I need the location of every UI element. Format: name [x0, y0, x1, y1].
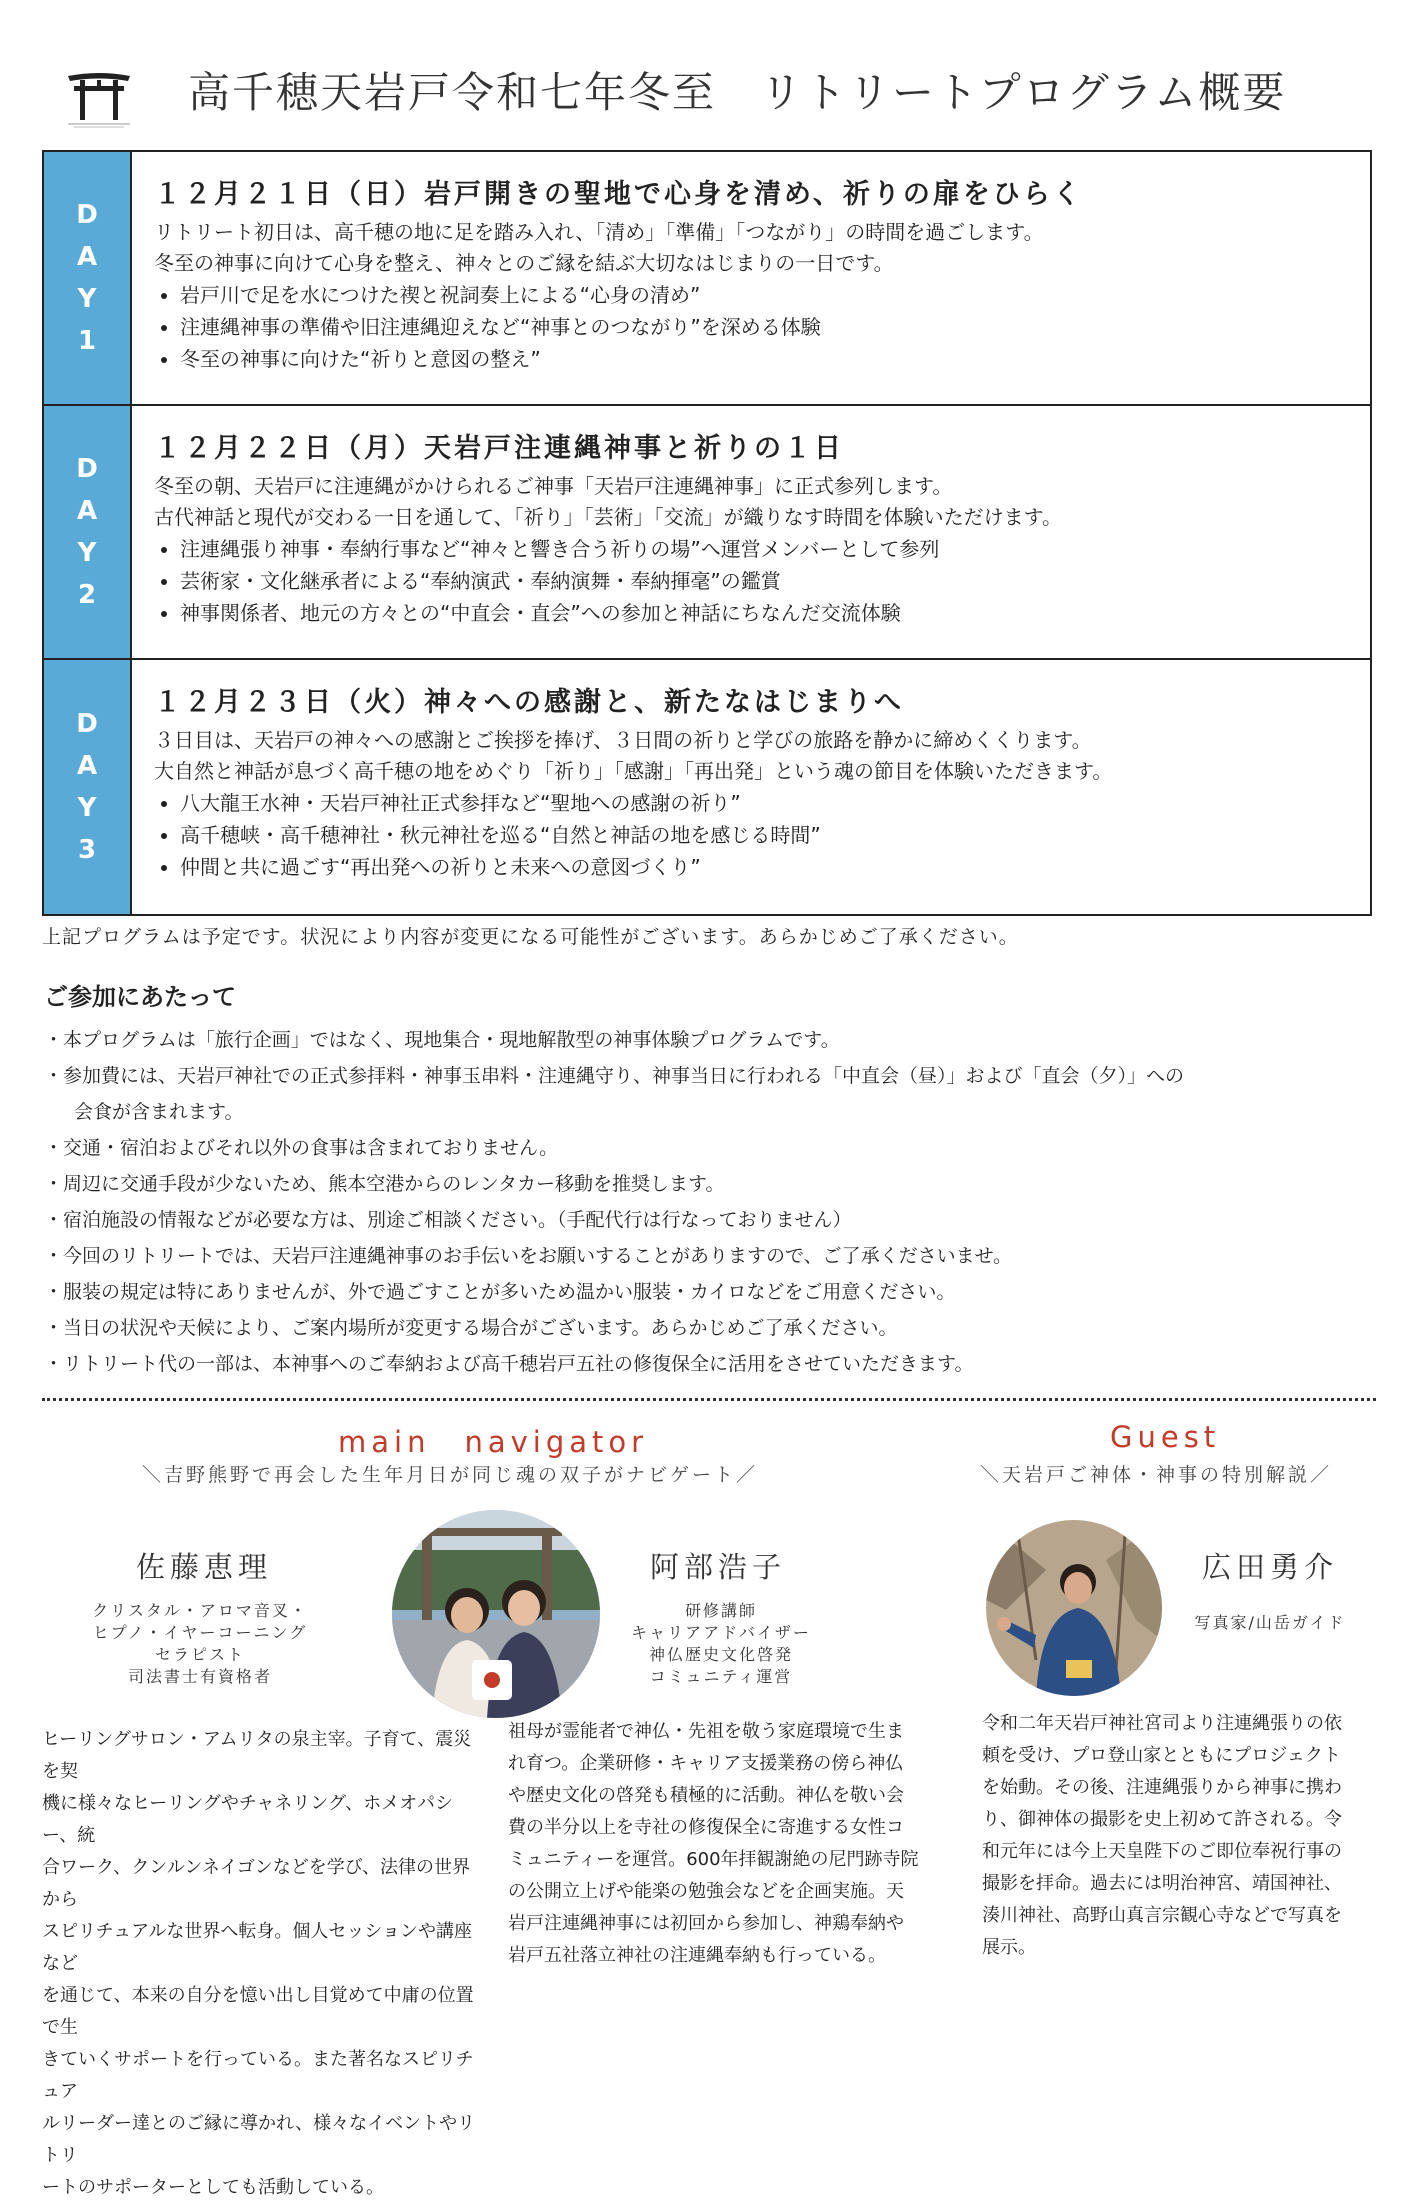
bio-line: を始動。その後、注連縄張りから神事に携わ [982, 1777, 1342, 1798]
list-item: • 神事関係者、地元の方々との“中直会・直会”への参加と神話にちなんだ交流体験 [180, 597, 1350, 629]
bio-line: 令和二年天岩戸神社宮司より注連縄張りの依 [982, 1713, 1342, 1734]
role-line: キャリアアドバイザー [631, 1623, 811, 1642]
role-line: 司法書士有資格者 [127, 1667, 272, 1686]
day-label-char: Y [77, 793, 97, 823]
schedule-notice: 上記プログラムは予定です。状況により内容が変更になる可能性がございます。あらかじめご了承ください。 [42, 926, 1019, 948]
bio-line: 合ワーク、クンルンネイゴンなどを学び、法律の世界から [42, 1857, 471, 1910]
day-label-char: A [76, 751, 98, 781]
bio-line: 岩戸注連縄神事には初回から参加し、神鶏奉納や [508, 1913, 904, 1934]
person2-name: 阿部浩子 [650, 1550, 787, 1584]
day-label-char: Y [77, 538, 97, 568]
bio-line: 展示。 [982, 1937, 1036, 1958]
navigator-subtitle: ＼吉野熊野で再会した生年月日が同じ魂の双子がナビゲート／ [142, 1464, 759, 1486]
bio-line: スピリチュアルな世界へ転身。個人セッションや講座など [42, 1921, 473, 1974]
person2-bio [508, 1716, 948, 1972]
bio-line: 和元年には今上天皇陛下のご即位奉祝行事の [982, 1841, 1342, 1862]
day-label-char: 3 [77, 835, 97, 865]
day-label-char: D [76, 200, 98, 230]
navigators-photo-image [392, 1510, 600, 1718]
role-line: 研修講師 [684, 1601, 757, 1620]
day-desc-line: リトリート初日は、高千穂の地に足を踏み入れ、「清め」「準備」「つながり」の時間を過ごします。 [154, 220, 1044, 244]
day-label-char: A [76, 242, 98, 272]
guest-photo-image [986, 1520, 1162, 1696]
bio-line: 頼を受け、プロ登山家とともにプロジェクト [982, 1745, 1341, 1766]
role-line: セラピスト [154, 1645, 245, 1664]
note-item: ・宿泊施設の情報などが必要な方は、別途ご相談ください。（手配代行は行なっておりません） [44, 1209, 852, 1231]
day-heading: １２月２３日（火）神々への感謝と、新たなはじまりへ [154, 687, 904, 718]
day-desc-line: 冬至の朝、天岩戸に注連縄がかけられるご神事「天岩戸注連縄神事」に正式参列します。 [154, 474, 953, 498]
note-item: ・リトリート代の一部は、本神事へのご奉納および高千穂岩戸五社の修復保全に活用をさせていただきます。 [44, 1353, 974, 1375]
torii-logo-icon [64, 66, 134, 130]
bio-line: 撮影を拝命。過去には明治神宮、靖国神社、 [982, 1873, 1342, 1894]
participation-notes [44, 1022, 1374, 1382]
role-line: クリスタル・アロマ音叉・ [92, 1601, 308, 1620]
bio-line: 費の半分以上を寺社の修復保全に寄進する女性コ [508, 1817, 904, 1838]
bio-line: れ育つ。企業研修・キャリア支援業務の傍ら神仏 [508, 1753, 904, 1774]
day-row-2 [44, 406, 1370, 660]
list-item: • 冬至の神事に向けた“祈りと意図の整え” [180, 343, 1350, 375]
guest-photo [986, 1520, 1162, 1696]
bio-line: 岩戸五社落立神社の注連縄奉納も行っている。 [508, 1945, 886, 1966]
day-label-char: D [76, 709, 98, 739]
role-line: ヒプノ・イヤーコーニング [92, 1623, 308, 1642]
role-line: コミュニティ運営 [649, 1667, 793, 1686]
header [60, 58, 1380, 138]
list-item: • 注連縄神事の準備や旧注連縄迎えなど“神事とのつながり”を深める体験 [180, 311, 1350, 343]
day-label-3 [44, 660, 132, 914]
list-item: • 注連縄張り神事・奉納行事など“神々と響き合う祈りの場”へ運営メンバーとして参列 [180, 533, 1350, 565]
list-item: • 仲間と共に過ごす“再出発への祈りと未来への意図づくり” [180, 851, 1350, 883]
day-desc-line: 大自然と神話が息づく高千穂の地をめぐり「祈り」「感謝」「再出発」という魂の節目を体験いただきます。 [154, 759, 1113, 783]
day-list [154, 533, 1350, 629]
note-item: ・周辺に交通手段が少ないため、熊本空港からのレンタカー移動を推奨します。 [44, 1173, 725, 1195]
note-item-cont: 会食が含まれます。 [74, 1101, 244, 1123]
note-item: ・交通・宿泊およびそれ以外の食事は含まれておりません。 [44, 1137, 559, 1159]
day-heading: １２月２１日（日）岩戸開きの聖地で心身を清め、祈りの扉をひらく [154, 179, 1083, 210]
guest-role: 写真家/山岳ガイド [1194, 1613, 1346, 1632]
day-label-2 [44, 406, 132, 658]
guest-name: 広田勇介 [1202, 1550, 1339, 1584]
guest-subtitle: ＼天岩戸ご神体・神事の特別解説／ [980, 1464, 1333, 1486]
day-desc-line: 冬至の神事に向けて心身を整え、神々とのご縁を結ぶ大切なはじまりの一日です。 [154, 251, 894, 275]
note-item: ・当日の状況や天候により、ご案内場所が変更する場合がございます。あらかじめご了承ください。 [44, 1317, 898, 1339]
day-heading: １２月２２日（月）天岩戸注連縄神事と祈りの１日 [154, 433, 844, 464]
bio-line: ヒーリングサロン・アムリタの泉主宰。子育て、震災を契 [42, 1729, 472, 1782]
bio-line: 祖母が霊能者で神仏・先祖を敬う家庭環境で生ま [508, 1721, 904, 1742]
list-item: • 岩戸川で足を水につけた禊と祝詞奏上による“心身の清め” [180, 279, 1350, 311]
note-item: ・服装の規定は特にありませんが、外で過ごすことが多いため温かい服装・カイロなどをご用意ください。 [44, 1281, 956, 1303]
day-label-char: 2 [77, 580, 97, 610]
bio-line: ートのサポーターとしても活動している。 [42, 2177, 384, 2198]
day-list [154, 279, 1350, 375]
bio-line: きていくサポートを行っている。また著名なスピリチュア [42, 2049, 474, 2102]
person1-bio [42, 1724, 482, 2204]
schedule-table [42, 150, 1372, 916]
day-label-1 [44, 152, 132, 404]
list-item: • 八大龍王水神・天岩戸神社正式参拝など“聖地への感謝の祈り” [180, 787, 1350, 819]
day-label-char: Y [77, 284, 97, 314]
day-desc-line: ３日目は、天岩戸の神々への感謝とご挨拶を捧げ、３日間の祈りと学びの旅路を静かに締めくくります。 [154, 728, 1092, 752]
bio-line: り、御神体の撮影を史上初めて許される。令 [982, 1809, 1342, 1830]
day-label-char: A [76, 496, 98, 526]
bio-line: の公開立上げや能楽の勉強会などを企画実施。天 [508, 1881, 904, 1902]
bio-line: 機に様々なヒーリングやチャネリング、ホメオパシー、統 [42, 1793, 453, 1846]
day-row-3 [44, 660, 1370, 914]
note-item: ・本プログラムは「旅行企画」ではなく、現地集合・現地解散型の神事体験プログラムです。 [44, 1029, 840, 1051]
person1-roles [70, 1600, 330, 1688]
list-item: • 芸術家・文化継承者による“奉納演武・奉納演舞・奉納揮毫”の鑑賞 [180, 565, 1350, 597]
note-item [44, 1058, 1374, 1130]
bio-line: ルリーダー達とのご縁に導かれ、様々なイベントやリトリ [42, 2113, 476, 2166]
guest-title: Guest [1110, 1420, 1221, 1454]
note-item-text: ・参加費には、天岩戸神社での正式参拝料・神事玉串料・注連縄守り、神事当日に行われる「中直会（昼）」および「直会（夕）」への [44, 1065, 1185, 1087]
dotted-divider [42, 1398, 1376, 1401]
day-label-char: D [76, 454, 98, 484]
day-label-char: 1 [77, 326, 97, 356]
list-item: • 高千穂峡・高千穂神社・秋元神社を巡る“自然と神話の地を感じる時間” [180, 819, 1350, 851]
bio-line: ミュニティーを運営。600年拝観謝絶の尼門跡寺院 [508, 1849, 919, 1870]
day-content-2 [132, 406, 1370, 658]
day-content-1 [132, 152, 1370, 404]
navigators-photo [392, 1510, 600, 1718]
guest-bio [982, 1708, 1382, 1964]
bio-line: や歴史文化の啓発も積極的に活動。神仏を敬い会 [508, 1785, 904, 1806]
person2-roles [596, 1600, 846, 1688]
bio-line: 湊川神社、高野山真言宗観心寺などで写真を [982, 1905, 1342, 1926]
note-item: ・今回のリトリートでは、天岩戸注連縄神事のお手伝いをお願いすることがありますので、ご了承くださいませ。 [44, 1245, 1013, 1267]
day-row-1 [44, 152, 1370, 406]
day-content-3 [132, 660, 1370, 914]
navigator-title: main navigator [338, 1425, 649, 1459]
person1-name: 佐藤恵理 [136, 1550, 273, 1584]
role-line: 神仏歴史文化啓発 [648, 1645, 793, 1664]
bio-line: を通じて、本来の自分を憶い出し目覚めて中庸の位置で生 [42, 1985, 474, 2038]
page-title: 高千穂天岩戸令和七年冬至 リトリートプログラム概要 [188, 68, 1287, 117]
participation-title: ご参加にあたって [44, 983, 236, 1011]
day-list [154, 787, 1350, 883]
day-desc-line: 古代神話と現代が交わる一日を通して、「祈り」「芸術」「交流」が織りなす時間を体験いただけます。 [154, 505, 1062, 529]
